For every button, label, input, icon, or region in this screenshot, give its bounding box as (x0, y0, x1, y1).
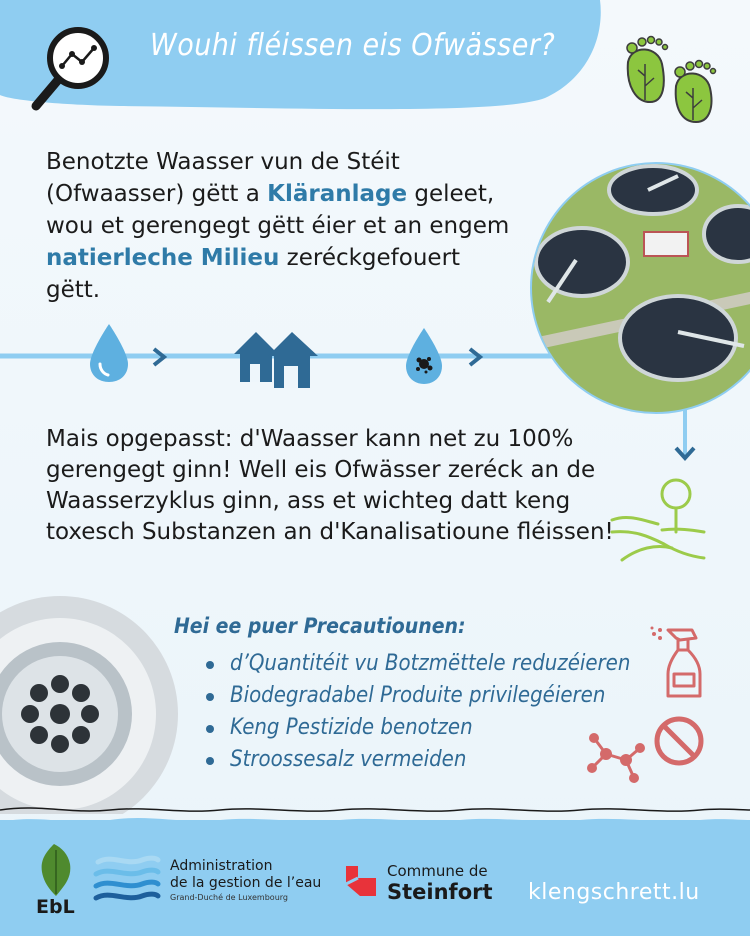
warning-text: Mais opgepasst: d'Waasser kann net zu 100% gerengegt ginn! Well eis Ofwässer zeréck an de Waasserzyklus ginn, ass et wichteg datt keng toxesch Substanzen an d'Kanalisatioune fléissen! (46, 426, 614, 545)
spray-bottle-icon (646, 624, 710, 700)
page-title: Wouhi fléissen eis Ofwässer? (150, 28, 556, 63)
admin-line-2: de la gestion de l’eau (170, 875, 322, 891)
intro-part-1: Benotzte Waasser vun de Stéit (Ofwaasser) gëtt a (46, 149, 400, 207)
magnifier-chart-icon (28, 22, 116, 114)
precaution-text: d’Quantitéit vu Botzmëttele reduzéieren (230, 651, 631, 676)
arrow-down-icon (672, 410, 698, 466)
bullet-icon (206, 693, 214, 701)
treatment-plant-photo (528, 162, 750, 414)
intro-part-2: geleet, wou et gerengegt gëtt éier et an engem (46, 181, 510, 239)
intro-part-3: zeréckgefouert gëtt. (46, 245, 461, 303)
admin-logo-text (170, 858, 321, 904)
bullet-icon (206, 661, 214, 669)
steinfort-logo (342, 862, 380, 900)
ebl-label: EbL (36, 896, 75, 918)
list-item (206, 744, 630, 776)
list-item (206, 680, 630, 712)
bullet-icon (206, 725, 214, 733)
arrow-right-icon (150, 346, 170, 368)
water-drop-icon (86, 322, 132, 384)
admin-line-1: Administration (170, 858, 273, 874)
precaution-text: Keng Pestizide benotzen (230, 715, 473, 740)
ebl-leaf-logo (34, 842, 76, 898)
list-item (206, 712, 630, 744)
highlight-klaeranlage: Kläranlage (267, 181, 408, 207)
drain-icon (0, 596, 180, 814)
website-link[interactable]: klengschrett.lu (528, 880, 700, 905)
houses-icon (232, 326, 322, 390)
commune-line-1: Commune de (387, 862, 488, 880)
commune-line-2: Steinfort (387, 880, 493, 904)
dirty-water-drop-icon (402, 326, 446, 386)
bullet-icon (206, 757, 214, 765)
precautions-list (206, 648, 630, 776)
footprints-icon (618, 28, 728, 124)
commune-logo-text (387, 862, 493, 904)
intro-text (46, 146, 516, 306)
admin-line-3: Grand-Duché de Luxembourg (170, 893, 288, 902)
precautions-title: Hei ee puer Precautiounen: (174, 614, 466, 638)
precaution-text: Stroossesalz vermeiden (230, 747, 467, 772)
prohibited-icon (652, 714, 706, 768)
highlight-milieu: natierleche Milieu (46, 245, 280, 271)
precaution-text: Biodegradabel Produite privilegéieren (230, 683, 606, 708)
arrow-right-icon (466, 346, 486, 368)
waves-logo (92, 852, 162, 908)
landscape-icon (608, 474, 708, 564)
list-item (206, 648, 630, 680)
molecule-icon (586, 730, 648, 786)
